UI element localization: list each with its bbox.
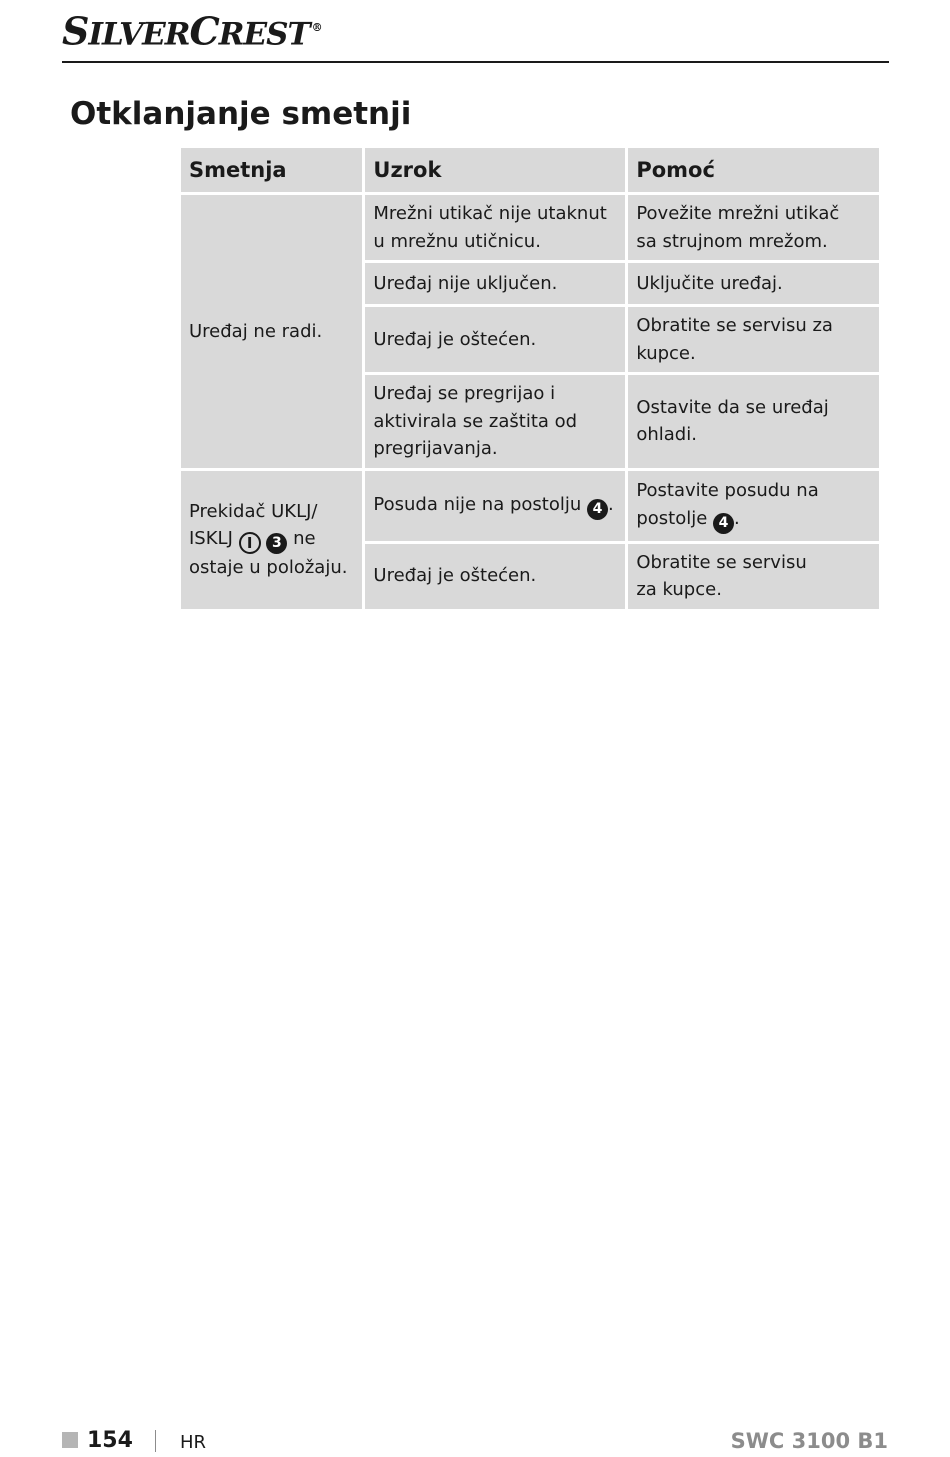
language-code: HR [180, 1432, 207, 1453]
cause-cell [365, 195, 625, 260]
header-remedy: Pomoć [628, 148, 879, 192]
cause-cell [365, 263, 625, 304]
remedy-text: Ostavite da se uređaj ohladi. [636, 396, 829, 446]
footer-marker [62, 1432, 78, 1448]
remedy-text: Povežite mrežni utikač sa strujnom mrežom. [636, 203, 840, 252]
brand-part-rest: REST [218, 16, 310, 53]
brand-letter-c: C [189, 8, 219, 54]
remedy-cell [628, 375, 879, 468]
problem-cell [181, 471, 362, 609]
remedy-cell [628, 307, 879, 372]
callout-4-icon: 4 [713, 513, 734, 534]
cause-text: Uređaj je oštećen. [373, 328, 537, 350]
model-number: SWC 3100 B1 [730, 1429, 888, 1453]
table-header-row [181, 148, 879, 192]
callout-4-icon: 4 [587, 499, 608, 520]
cause-cell [365, 375, 625, 468]
remedy-text: Postavite posudu na postolje [636, 480, 819, 529]
brand-letter-s: S [62, 8, 89, 54]
cause-text: Mrežni utikač nije utaknut u mrežnu utičnicu. [373, 203, 607, 252]
problem-text: Uređaj ne radi. [189, 320, 323, 342]
remedy-cell [628, 263, 879, 304]
problem-text: Prekidač UKLJ/ ISKLJ [189, 500, 318, 549]
header-rule [62, 61, 889, 63]
remedy-text: Obratite se servisu za kupce. [636, 551, 807, 600]
problem-text-end: ne ostaje u položaju. [189, 528, 348, 578]
troubleshooting-table [178, 145, 882, 612]
brand-part-ilver: ILVER [88, 16, 190, 53]
cause-text: Uređaj se pregrijao i aktivirala se zaštita od pregrijavanja. [373, 383, 578, 459]
cause-cell [365, 307, 625, 372]
remedy-cell: Postavite posudu na postolje 4 . [628, 471, 879, 541]
callout-3-icon: 3 [266, 533, 287, 554]
power-switch-symbol-icon: I [239, 532, 261, 554]
remedy-text: Uključite uređaj. [636, 272, 783, 294]
page-title: Otklanjanje smetnji [70, 96, 412, 132]
table-row [181, 471, 879, 541]
remedy-cell [628, 195, 879, 260]
brand-logo [62, 6, 322, 57]
header-problem: Smetnja [181, 148, 362, 192]
cause-text: Posuda nije na postolju [373, 494, 587, 515]
cause-text: Uređaj je oštećen. [373, 565, 537, 587]
table-row [181, 195, 879, 260]
problem-cell [181, 195, 362, 468]
footer-divider [155, 1430, 156, 1452]
page-number: 154 [87, 1428, 133, 1453]
cause-cell [365, 544, 625, 609]
header-cause: Uzrok [365, 148, 625, 192]
remedy-text: Obratite se servisu za kupce. [636, 315, 833, 364]
remedy-cell [628, 544, 879, 609]
registered-mark: ® [311, 21, 322, 34]
cause-text: Uređaj nije uključen. [373, 272, 558, 294]
cause-cell: Posuda nije na postolju 4 . [365, 471, 625, 541]
